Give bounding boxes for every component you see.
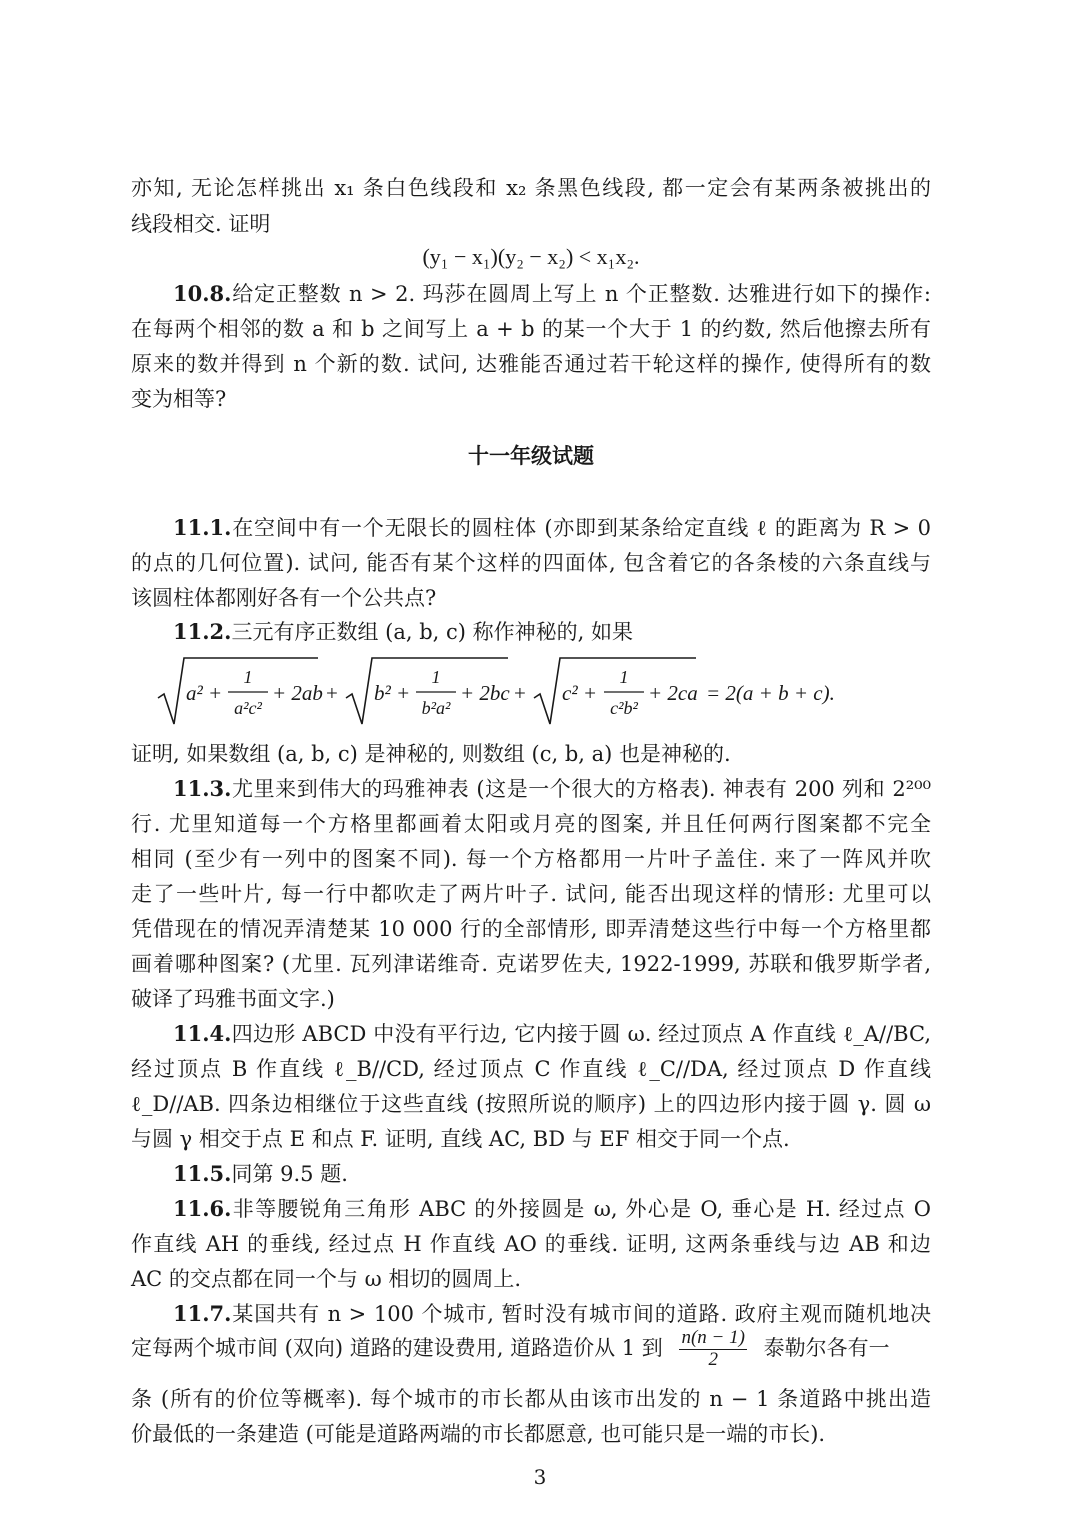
fraction-3-numerator: 1 [619,667,629,687]
problem-11-6-line [173,1193,931,1223]
problem-text: 非等腰锐角三角形 ABC 的外接圆是 ω, 外心是 O, 垂心是 H. 经过点 O [231,1197,931,1221]
fraction-1-numerator: 1 [243,667,253,687]
page-number: 3 [533,1465,547,1489]
fraction-2-numerator: 1 [431,667,441,687]
text-line: ℓ_D//AB. 四条边相继位于这些直线 (按照所说的顺序) 上的四边形内接于圆 γ. 圆 ω [131,1092,931,1116]
text-line: 该圆柱体都刚好各有一个公共点? [131,586,437,610]
radical-term-3-b: + 2ca [648,681,698,705]
problem-text: 给定正整数 n > 2. 玛莎在圆周上写上 n 个正整数. 达雅进行如下的操作: [231,282,931,306]
problem-11-4-line [173,1018,931,1048]
problem-text: 四边形 ABCD 中没有平行边, 它内接于圆 ω. 经过顶点 A 作直线 ℓ_A//BC, [231,1022,931,1046]
problem-text: 同第 9.5 题. [231,1162,348,1186]
inequality-equation: (y₁ − x₁)(y₂ − x₂) < x₁x₂. [422,244,640,269]
text-line: 破译了玛雅书面文字.) [131,987,335,1011]
problem-number: 11.2. [173,619,232,644]
fraction-3-denominator: c²b² [610,698,638,718]
section-title: 十一年级试题 [468,443,594,468]
problem-text: 三元有序正数组 (a, b, c) 称作神秘的, 如果 [231,620,633,644]
problem-11-1-line [173,512,931,542]
text-line: 条 (所有的价位等概率). 每个城市的市长都从由该市出发的 n − 1 条道路中挑出造 [131,1387,931,1411]
text-segment: 泰勒尔各有一 [763,1336,890,1360]
text-line: 价最低的一条建造 (可能是道路两端的市长都愿意, 也可能只是一端的市长). [131,1422,826,1446]
text-line: 凭借现在的情况弄清楚某 10 000 行的全部情形, 即弄清楚这些行中每一个方格里都 [131,917,931,941]
problem-text: 在空间中有一个无限长的圆柱体 (亦即到某条给定直线 ℓ 的距离为 R > 0 [231,516,931,540]
problem-11-3-line [173,773,931,803]
problem-11-2-line [173,616,931,646]
radical-term-2-b: + 2bc [460,681,510,705]
fraction-2-denominator: b²a² [421,698,451,718]
radical-term-3-a: c² + [562,681,598,705]
fraction [679,1328,746,1371]
mysterious-triple-equation [150,650,910,730]
text-line: 走了一些叶片, 每一行中都吹走了两片叶子. 试问, 能否出现这样的情形: 尤里可以 [131,882,931,906]
text-line: 原来的数并得到 n 个新的数. 试问, 达雅能否通过若干轮这样的操作, 使得所有的数 [131,352,931,376]
fraction-1-denominator: a²c² [234,698,262,718]
equation-rhs: = 2(a + b + c). [706,681,835,705]
text-line: AC 的交点都在同一个与 ω 相切的圆周上. [131,1267,522,1291]
text-line: 经过顶点 B 作直线 ℓ_B//CD, 经过顶点 C 作直线 ℓ_C//DA, 经过顶点 D 作直线 [131,1057,931,1081]
plus-sign: + [514,681,526,705]
problem-10-8-line [173,278,931,308]
text-line: 与圆 γ 相交于点 E 和点 F. 证明, 直线 AC, BD 与 EF 相交于同一个点. [131,1127,790,1151]
problem-text: 某国共有 n > 100 个城市, 暂时没有城市间的道路. 政府主观而随机地决 [231,1302,931,1326]
text-segment: 定每两个城市间 (双向) 道路的建设费用, 道路造价从 1 到 [131,1336,663,1360]
problem-number: 11.5. [173,1161,232,1186]
problem-number: 11.4. [173,1021,232,1046]
plus-sign: + [326,681,338,705]
text-line: 线段相交. 证明 [131,212,271,236]
text-line: 亦知, 无论怎样挑出 x₁ 条白色线段和 x₂ 条黑色线段, 都一定会有某两条被挑出的 [131,176,931,200]
problem-number: 11.3. [173,776,232,801]
text-line: 证明, 如果数组 (a, b, c) 是神秘的, 则数组 (c, b, a) 也是神秘的. [131,742,731,766]
problem-text: 尤里来到伟大的玛雅神表 (这是一个很大的方格表). 神表有 200 列和 2²⁰⁰ [231,777,931,801]
text-line: 的点的几何位置). 试问, 能否有某个这样的四面体, 包含着它的各条棱的六条直线与 [131,551,931,575]
problem-number: 11.7. [173,1301,232,1326]
fraction-denominator: 2 [708,1349,718,1370]
radical-term-1-a: a² + [186,681,223,705]
text-line: 行. 尤里知道每一个方格里都画着太阳或月亮的图案, 并且任何两行图案都不完全 [131,812,931,836]
text-line: 相同 (至少有一列中的图案不同). 每一个方格都用一片叶子盖住. 来了一阵风并吹 [131,847,931,871]
problem-number: 11.6. [173,1196,232,1221]
text-line: 在每两个相邻的数 a 和 b 之间写上 a + b 的某一个大于 1 的约数, 然后他擦去所有 [131,317,931,341]
problem-number: 11.1. [173,515,232,540]
problem-number: 10.8. [173,281,232,306]
text-line: 作直线 AH 的垂线, 经过点 H 作直线 AO 的垂线. 证明, 这两条垂线与边 AB 和边 [131,1232,931,1256]
text-line-with-fraction [131,1320,931,1376]
radical-term-1-b: + 2ab [272,681,323,705]
text-line: 画着哪种图案? (尤里. 瓦列津诺维奇. 克诺罗佐夫, 1922-1999, 苏联和俄罗斯学者, [131,952,931,976]
problem-11-5-line [173,1158,931,1188]
fraction-numerator: n(n − 1) [681,1327,745,1349]
text-line: 变为相等? [131,387,227,411]
radical-term-2-a: b² + [374,681,411,705]
